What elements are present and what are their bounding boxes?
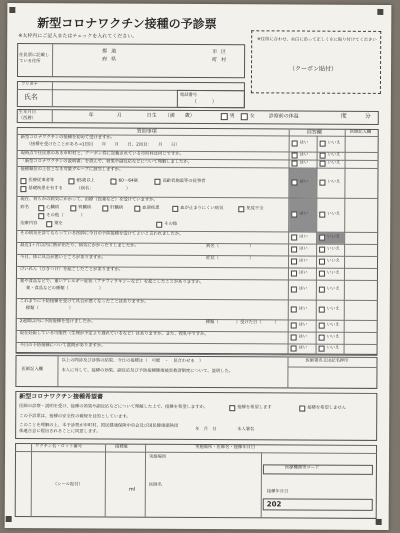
answer-no-label: いいえ <box>327 179 341 185</box>
answer-no-checkbox[interactable] <box>320 161 326 167</box>
option-immune[interactable] <box>238 206 244 212</box>
answer-yes-checkbox[interactable] <box>291 258 297 264</box>
question-text: 「新型コロナワクチンの説明書」を読んで、効果や副反応などについて理解しましたか。 <box>20 159 193 165</box>
name-label: 氏名 <box>23 93 38 102</box>
answer-yes-label: はい <box>299 160 309 166</box>
answer-no-label: いいえ <box>327 140 341 146</box>
answer-no-checkbox[interactable] <box>320 153 326 159</box>
dob-label: 生年月日 <box>18 110 37 116</box>
dob-box <box>17 109 379 125</box>
answer-no-checkbox[interactable] <box>319 235 325 241</box>
answer-yes-checkbox[interactable] <box>291 246 297 252</box>
answer-yes-label: はい <box>299 179 309 185</box>
answer-yes-label: はい <box>298 306 308 312</box>
option-over-65[interactable] <box>68 178 74 184</box>
answer-no-checkbox[interactable] <box>319 323 325 329</box>
option-other[interactable] <box>38 213 44 219</box>
answer-no-label: いいえ <box>326 322 340 328</box>
answer-no-checkbox[interactable] <box>319 287 325 293</box>
consent-signature-label: 本人署名 <box>237 427 255 433</box>
answer-yes-label: はい <box>298 322 308 328</box>
consent-no-checkbox[interactable] <box>299 406 305 412</box>
option-elderly-facility[interactable] <box>154 179 160 185</box>
punch-hole <box>377 9 383 15</box>
question-text: けいれん（ひきつけ）を起こしたことがありますか。 <box>19 267 124 273</box>
answer-yes-checkbox[interactable] <box>291 234 297 240</box>
instruction-note: ※太枠内にご記入またはチェックを入れてください。 <box>18 33 138 40</box>
answer-yes-label: はい <box>298 286 308 292</box>
header-questions: 質問事項 <box>136 128 157 135</box>
answer-no-label: いいえ <box>327 211 341 217</box>
option-medical-worker[interactable] <box>20 178 26 184</box>
option-liver[interactable] <box>102 205 108 211</box>
answer-yes-checkbox[interactable] <box>291 211 297 217</box>
answer-yes-checkbox[interactable] <box>291 270 297 276</box>
answer-no-label: いいえ <box>327 160 341 166</box>
doctor-signature-label: 医師署名又は記名押印 <box>305 358 349 364</box>
answer-no-checkbox[interactable] <box>320 141 326 147</box>
answer-yes-label: はい <box>299 258 308 264</box>
header-doctor: 医師記入欄 <box>349 129 372 135</box>
answer-no-checkbox[interactable] <box>319 259 325 265</box>
option-blood[interactable] <box>134 206 140 212</box>
form-title: 新型コロナワクチン接種の予診票 <box>37 16 217 32</box>
question-text: 現時点で住民票のある市町村と、クーポン券に記載されている市町村は同じですか。 <box>20 151 184 157</box>
answer-yes-label: はい <box>298 270 308 276</box>
answer-yes-label: はい <box>299 234 308 240</box>
option-other-treatment[interactable] <box>156 222 162 228</box>
answer-no-label: いいえ <box>326 334 340 340</box>
answer-no-checkbox[interactable] <box>319 271 325 277</box>
answer-yes-label: はい <box>299 152 309 158</box>
answer-no-checkbox[interactable] <box>319 335 325 341</box>
answer-no-label: いいえ <box>327 246 340 252</box>
gender-male-checkbox[interactable] <box>221 113 228 120</box>
answer-yes-checkbox[interactable] <box>291 286 297 292</box>
question-text: 現在妊娠している可能性（生理が予定より遅れているなど）はありますか。また、授乳中ですか。 <box>19 331 209 338</box>
answer-no-checkbox[interactable] <box>319 247 325 253</box>
answer-yes-checkbox[interactable] <box>291 306 297 312</box>
question-text: 今日の予防接種について質問がありますか。 <box>19 343 106 349</box>
question-text: 今日、体に具合が悪いところがありますか。 <box>20 255 106 261</box>
answer-no-label: いいえ <box>327 152 341 158</box>
consent-title: 新型コロナワクチン接種希望書 <box>19 393 104 401</box>
answer-yes-checkbox[interactable] <box>292 152 298 158</box>
option-kidney[interactable] <box>70 205 76 211</box>
option-60-64[interactable] <box>110 179 116 185</box>
question-text: 最近1ヶ月以内に熱が出たり、病気にかかったりしましたか。 <box>20 243 139 249</box>
answer-yes-checkbox[interactable] <box>291 334 297 340</box>
answer-no-label: いいえ <box>326 306 340 312</box>
question-detail: 種類（ ）受けた日（ ） <box>205 320 279 326</box>
furigana-label: フリガナ <box>20 82 38 88</box>
option-clotting[interactable] <box>172 206 178 212</box>
question-text: 接種順位の上位となる対象グループに該当しますか。 <box>20 167 124 173</box>
temperature-label: 診察前の体温 <box>268 113 299 120</box>
answer-yes-label: はい <box>299 246 308 252</box>
question-subtext: 薬・食品などの種類（ ） <box>25 286 104 292</box>
answer-no-label: いいえ <box>326 270 340 276</box>
coupon-label: （クーポン貼付） <box>289 65 338 73</box>
question-text: 2週間以内に予防接種を受けましたか。 <box>19 319 96 325</box>
question-text: その病気を診てもらっている医師に今日の予防接種を受けてよいと言われましたか。 <box>20 231 184 237</box>
answer-yes-checkbox[interactable] <box>291 179 297 185</box>
option-heart[interactable] <box>38 205 44 211</box>
header-answers: 回答欄 <box>306 129 322 136</box>
answer-no-checkbox[interactable] <box>319 346 325 352</box>
option-medication[interactable] <box>46 221 52 227</box>
answer-yes-checkbox[interactable] <box>291 345 297 351</box>
answer-no-label: いいえ <box>326 345 340 351</box>
question-subtext: 種類（ ） <box>25 306 74 312</box>
answer-no-checkbox[interactable] <box>319 307 325 313</box>
answer-yes-checkbox[interactable] <box>292 160 298 166</box>
answer-yes-checkbox[interactable] <box>292 140 298 146</box>
answer-no-label: いいえ <box>327 234 341 240</box>
punch-hole <box>376 519 382 525</box>
question-detail: 病名（ ） <box>206 244 254 250</box>
vaccination-form-sheet: 新型コロナワクチン接種の予診票 ※太枠内にご記入またはチェックを入れてください。 ※住所に合わせ、余白に沿って正しく左に貼り付けてください （クーポン貼付） 住民票に記載している住所 都 道 府 県 市 区 町 村 フリガナ 氏名 電話番号 （ ） 生年月日 （西暦） 年 月 日生 （満 歳） 男 女 診察前の体温 度 分 質問事項 回答欄 医師記入欄 医療従事者等 65歳以上 60〜64歳 高齢者施設等の従事者 基礎疾患を有する （病名： ） 病名 心臓病 腎臓病 肝臓病 血液疾患 血が止まりにくい病気 免疫不全 その他（ ） 治療内容 薬を その他 医師記入欄 以上の問診及び診察の結果、今日の接種は（ 可能 ・ 見合わせる ） 本人に対して、接種の効果、副反応及び予防接種健康被害救済制度について、説明した。 医師署名又は記名押印 新型コロナワクチン接種希望書 医師の診察・説明を受け、接種の効果や副反応などについて理解した上で、接種を希望しますか。 接種を希望します 接種を希望しません この予診票は、接種の安全性の確保を目的としています。 このことを理解の上、本予診票が市町村、国民健康保険中央会及び国民健康保険団体連合会に提出されることに同意します。 年 月 日 本人署名 ワクチン名・ロット番号 接種量 実施場所・医師名・接種年月日 （シール貼付） ml 実施場所 医師名 医療機関等コード 接種年月日 202 新型コロナワクチンの接種を初めて受けますか。 （接種を受けたことがある→1回目 年 月 日、2回目： 月 日） はい いいえ 現時点で住民票のある市町村と、クーポン券に記載されている市町村は同じですか。 はい いいえ 「新型コロナワクチンの説明書」を読んで、効果や副反応などについて理解しましたか。 はい いいえ 接種順位の上位となる対象グループに該当しますか。 はい いいえ 現在、何らかの病気にかかって、治療（投薬など）を受けていますか。 はい いいえ その病気を診てもらっている医師に今日の予防接種を受けてよいと言われましたか。 はい いいえ 最近1ヶ月以内に熱が出たり、病気にかかったりしましたか。 病名（ ） はい いいえ 今日、体に具合が悪いところがありますか。 症状（ ） はい いいえ けいれん（ひきつけ）を起こしたことがありますか。 はい いいえ 薬や食品などで、重いアレルギー症状（アナフィラキシーなど）を起こしたことがありますか。 薬・食品などの種類（ ） はい いいえ これまでに予防接種を受けて具合が悪くなったことはありますか。 種類（ ） はい いいえ 2週間以内に予防接種を受けましたか。 種類（ ）受けた日（ ） はい いいえ 現在妊娠している可能性（生理が予定より遅れているなど）はありますか。また、授乳中ですか。 はい いいえ 今日の予防接種について質問がありますか。 はい いいえ <box>5 3 392 530</box>
coupon-note: ※住所に合わせ、余白に沿って正しく左に貼り付けてください <box>257 37 377 43</box>
question-text: 新型コロナワクチンの接種を初めて受けますか。 <box>20 135 116 141</box>
answer-yes-label: はい <box>298 345 308 351</box>
answer-yes-checkbox[interactable] <box>291 322 297 328</box>
question-text: これまでに予防接種を受けて具合が悪くなったことはありますか。 <box>19 299 149 305</box>
phone-label: 電話番号 <box>179 92 198 98</box>
answer-no-checkbox[interactable] <box>319 212 325 218</box>
question-text: 現在、何らかの病気にかかって、治療（投薬など）を受けていますか。 <box>20 197 158 203</box>
answer-yes-label: はい <box>299 140 309 146</box>
question-subtext: （接種を受けたことがある→1回目 年 月 日、2回目： 月 日） <box>26 142 180 148</box>
question-text: 薬や食品などで、重いアレルギー症状（アナフィラキシーなど）を起こしたことがありますか。 <box>19 279 204 286</box>
option-underlying-condition[interactable] <box>20 186 26 192</box>
answer-no-checkbox[interactable] <box>319 180 325 186</box>
address-label: 住民票に記載している住所 <box>19 53 50 64</box>
punch-hole <box>9 7 15 13</box>
answer-yes-label: はい <box>299 211 308 217</box>
punch-hole <box>6 516 12 522</box>
answer-no-label: いいえ <box>327 258 340 264</box>
answer-yes-label: はい <box>298 334 308 340</box>
doctor-label: 医師記入欄 <box>21 367 43 373</box>
question-detail: 症状（ ） <box>206 256 254 262</box>
gender-female-checkbox[interactable] <box>241 113 248 120</box>
consent-yes-checkbox[interactable] <box>229 405 235 411</box>
answer-no-label: いいえ <box>326 286 340 292</box>
